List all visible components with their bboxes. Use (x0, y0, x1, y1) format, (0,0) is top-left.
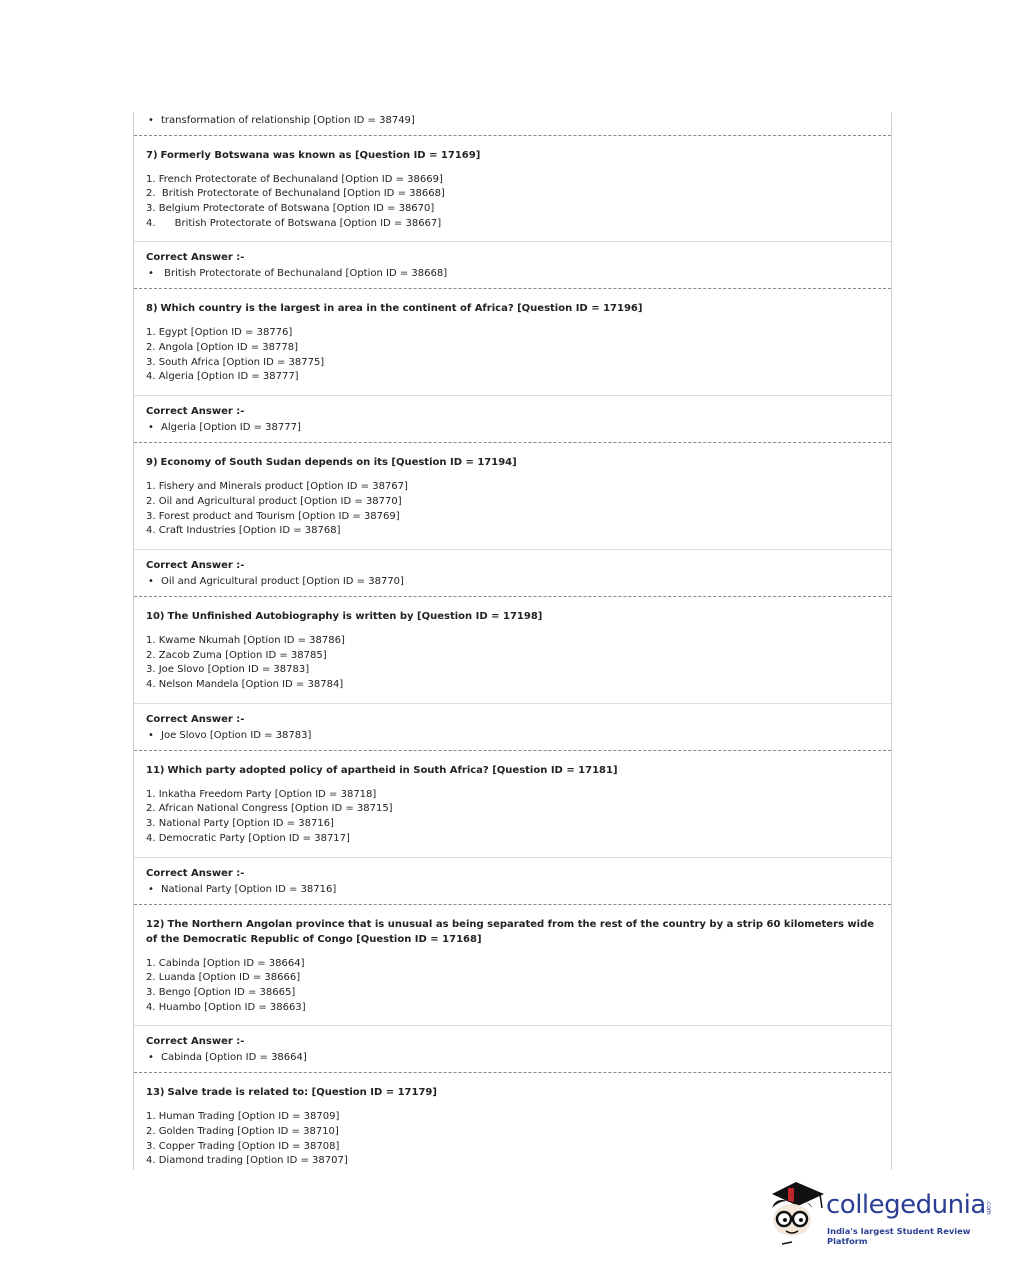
option-item: 1. Egypt [Option ID = 38776] (146, 327, 293, 339)
answer-row (146, 882, 879, 898)
option-list (134, 947, 891, 1026)
question-block (134, 442, 891, 596)
question-heading (134, 443, 891, 470)
option-item: 1. Human Trading [Option ID = 38709] (146, 1111, 340, 1123)
question-text: Which party adopted policy of apartheid in South Africa? [Question ID = 17181] (167, 764, 618, 776)
option-item: 4. Diamond trading [Option ID = 38707] (146, 1155, 348, 1167)
option-item: 3. Belgium Protectorate of Botswana [Option ID = 38670] (146, 202, 435, 214)
question-text: Economy of South Sudan depends on its [Question ID = 17194] (160, 457, 517, 469)
question-number: 8) (146, 303, 158, 315)
previous-answer (134, 112, 891, 135)
question-block (134, 1072, 891, 1179)
option-item: 3. Bengo [Option ID = 38665] (146, 986, 296, 998)
answer-text: Oil and Agricultural product [Option ID = 38770] (161, 575, 404, 587)
answer-text: National Party [Option ID = 38716] (161, 883, 337, 895)
question-heading (134, 905, 891, 947)
option-item: 3. Joe Slovo [Option ID = 38783] (146, 664, 310, 676)
mascot-icon (766, 1178, 826, 1248)
option-list (134, 778, 891, 857)
option-list (134, 316, 891, 395)
question-block (134, 135, 891, 289)
option-item: 3. Forest product and Tourism [Option ID = 38769] (146, 510, 400, 522)
option-item: 1. Kwame Nkumah [Option ID = 38786] (146, 634, 345, 646)
option-item: 1. Cabinda [Option ID = 38664] (146, 957, 305, 969)
question-list (134, 135, 891, 1180)
option-item: 3. National Party [Option ID = 38716] (146, 818, 334, 830)
logo-tagline: India's largest Student Review Platform (827, 1226, 971, 1246)
collegedunia-logo (766, 1178, 991, 1248)
question-number: 7) (146, 149, 158, 161)
option-item: 2. Angola [Option ID = 38778] (146, 342, 299, 354)
option-item: 2. Luanda [Option ID = 38666] (146, 972, 301, 984)
option-item: 4. Democratic Party [Option ID = 38717] (146, 832, 350, 844)
answer-row (146, 574, 879, 590)
bullet: • (148, 268, 154, 280)
question-number: 9) (146, 457, 158, 469)
answer-row (146, 728, 879, 744)
correct-answer (134, 241, 891, 288)
question-text: The Unfinished Autobiography is written by [Question ID = 17198] (167, 610, 543, 622)
bullet: • (148, 575, 154, 587)
option-item: 4. British Protectorate of Botswana [Option ID = 38667] (146, 217, 442, 229)
question-text: Salve trade is related to: [Question ID = 17179] (167, 1087, 437, 1099)
option-item: 2. Zacob Zuma [Option ID = 38785] (146, 649, 327, 661)
question-heading (134, 136, 891, 163)
option-item: 3. Copper Trading [Option ID = 38708] (146, 1140, 340, 1152)
correct-answer-label: Correct Answer :- (146, 559, 245, 571)
bullet: • (148, 729, 154, 741)
correct-answer (134, 1025, 891, 1072)
bullet: • (148, 115, 154, 126)
option-item: 1. French Protectorate of Bechunaland [Option ID = 38669] (146, 173, 443, 185)
question-heading (134, 751, 891, 778)
logo-wordmark: collegedunia (826, 1190, 986, 1220)
option-list (134, 1100, 891, 1179)
answer-row (146, 1050, 879, 1066)
question-heading (134, 597, 891, 624)
question-text: Formerly Botswana was known as [Question ID = 17169] (160, 149, 481, 161)
question-block (134, 288, 891, 442)
option-item: 3. South Africa [Option ID = 38775] (146, 356, 325, 368)
bullet: • (148, 1052, 154, 1064)
question-block (134, 596, 891, 750)
answer-row (146, 266, 879, 282)
option-item: 1. Inkatha Freedom Party [Option ID = 38718] (146, 788, 377, 800)
question-block (134, 904, 891, 1073)
correct-answer (134, 703, 891, 750)
option-item: 2. Oil and Agricultural product [Option ID = 38770] (146, 495, 402, 507)
question-number: 10) (146, 610, 165, 622)
option-item: 1. Fishery and Minerals product [Option ID = 38767] (146, 481, 408, 493)
question-number: 12) (146, 918, 165, 930)
question-heading (134, 289, 891, 316)
option-list (134, 624, 891, 703)
correct-answer-label: Correct Answer :- (146, 406, 245, 418)
correct-answer-label: Correct Answer :- (146, 867, 245, 879)
answer-row (146, 420, 879, 436)
option-item: 4. Algeria [Option ID = 38777] (146, 371, 299, 383)
option-item: 2. British Protectorate of Bechunaland [Option ID = 38668] (146, 188, 445, 200)
question-number: 13) (146, 1087, 165, 1099)
question-block (134, 750, 891, 904)
bullet: • (148, 883, 154, 895)
answer-text: Joe Slovo [Option ID = 38783] (161, 729, 312, 741)
answer-text: Cabinda [Option ID = 38664] (161, 1052, 307, 1064)
correct-answer (134, 549, 891, 596)
question-heading (134, 1073, 891, 1100)
logo-domain: .com (985, 1200, 992, 1215)
previous-answer-text: transformation of relationship [Option ID = 38749] (161, 115, 415, 126)
correct-answer-label: Correct Answer :- (146, 252, 245, 264)
option-list (134, 163, 891, 242)
answer-text: Algeria [Option ID = 38777] (161, 422, 301, 434)
question-number: 11) (146, 764, 165, 776)
option-item: 2. African National Congress [Option ID = 38715] (146, 803, 393, 815)
correct-answer-label: Correct Answer :- (146, 713, 245, 725)
option-item: 4. Nelson Mandela [Option ID = 38784] (146, 679, 344, 691)
question-text: Which country is the largest in area in the continent of Africa? [Question ID = 17196] (160, 303, 643, 315)
question-sheet (133, 112, 892, 1170)
bullet: • (148, 422, 154, 434)
option-item: 2. Golden Trading [Option ID = 38710] (146, 1126, 339, 1138)
question-text: The Northern Angolan province that is unusual as being separated from the rest of the country by a strip 60 kilometers wide of the Democratic Republic of Congo [Question ID = 17168] (146, 918, 875, 945)
option-item: 4. Craft Industries [Option ID = 38768] (146, 525, 341, 537)
answer-text: British Protectorate of Bechunaland [Option ID = 38668] (161, 268, 448, 280)
option-item: 4. Huambo [Option ID = 38663] (146, 1001, 306, 1013)
option-list (134, 470, 891, 549)
correct-answer (134, 395, 891, 442)
correct-answer-label: Correct Answer :- (146, 1036, 245, 1048)
correct-answer (134, 857, 891, 904)
